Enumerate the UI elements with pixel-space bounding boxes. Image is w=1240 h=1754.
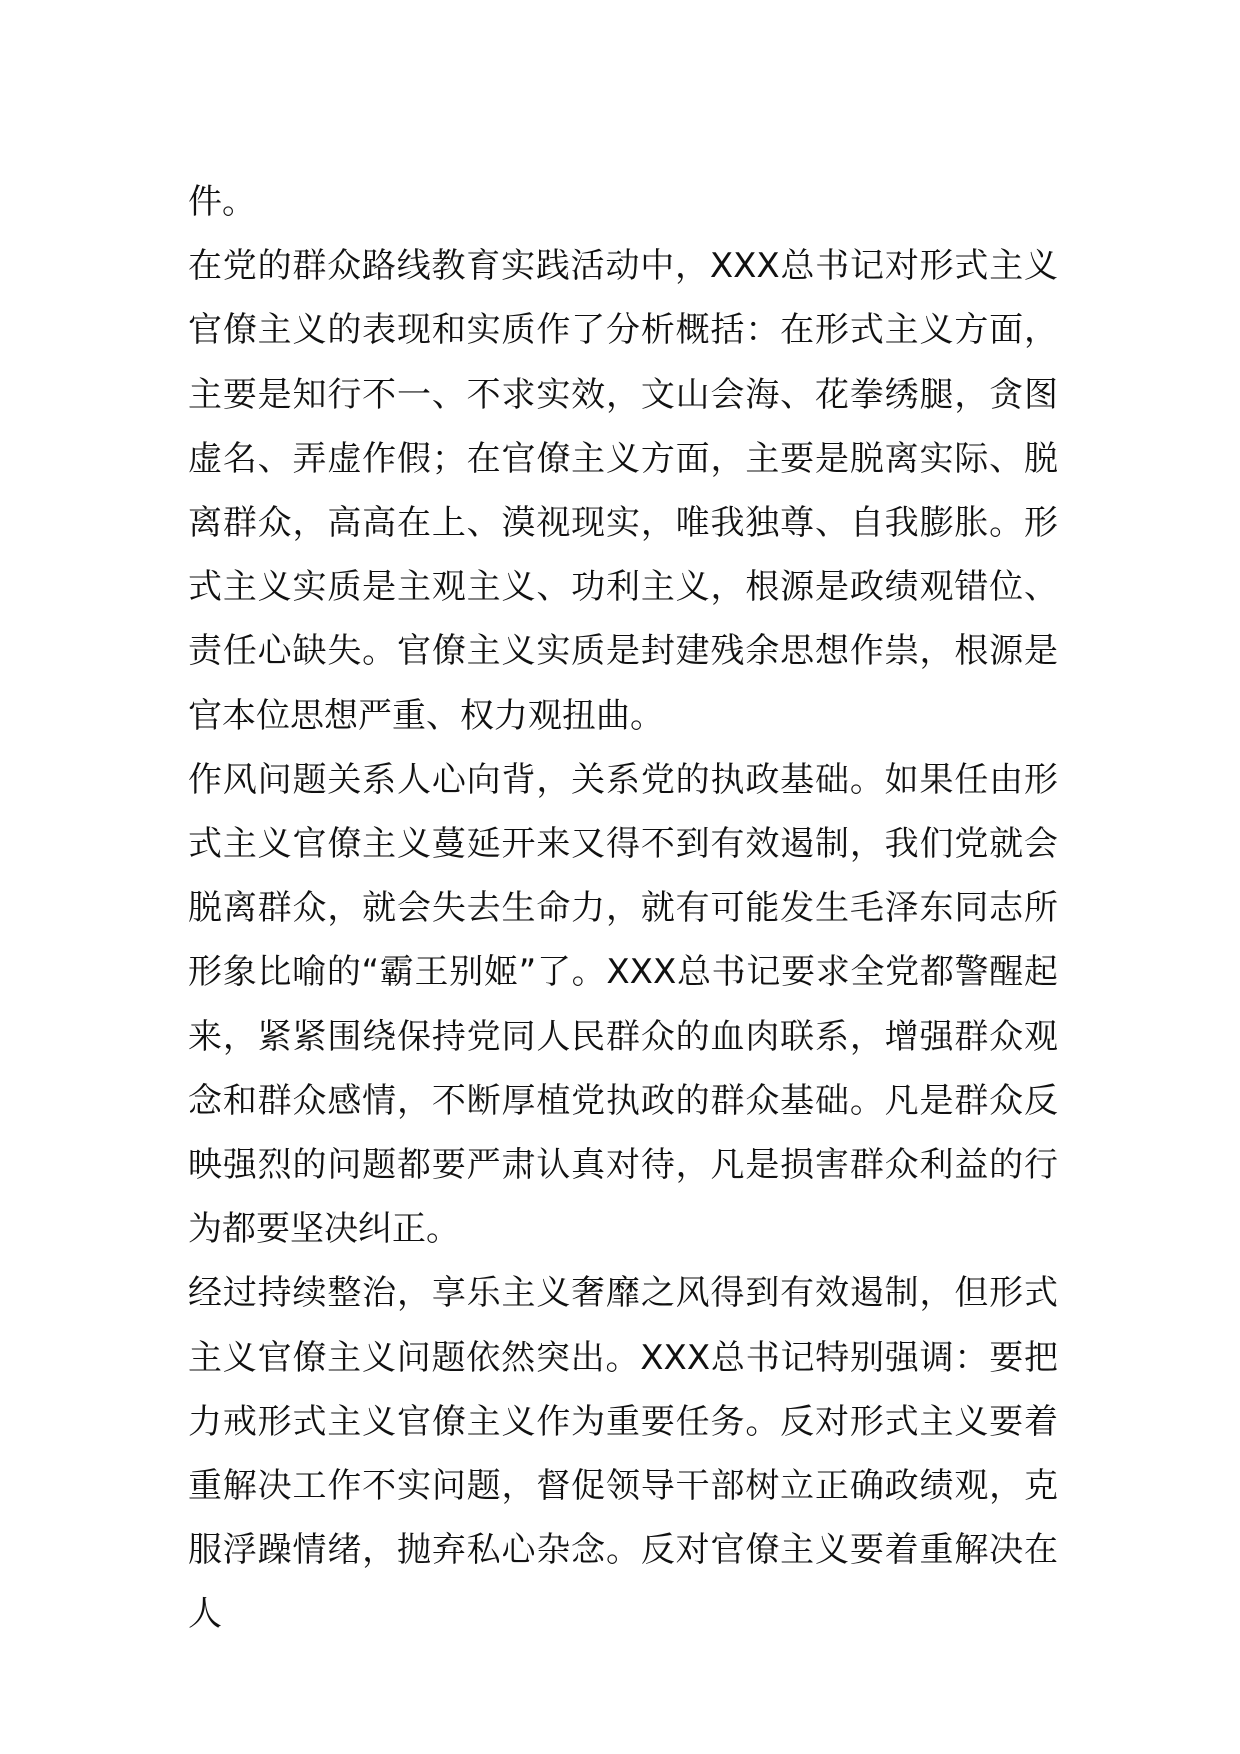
- document-page: [188, 170, 1058, 1647]
- paragraph-work-style: 作风问题关系人心向背，关系党的执政基础。如果任由形式主义官僚主义蔓延开来又得不到有效遏制，我们党就会脱离群众，就会失去生命力，就有可能发生毛泽东同志所形象比喻的“霸王别姬”了。XXX总书记要求全党都警醒起来，紧紧围绕保持党同人民群众的血肉联系，增强群众观念和群众感情，不断厚植党执政的群众基础。凡是群众反映强烈的问题都要严肃认真对待，凡是损害群众利益的行为都要坚决纠正。: [188, 759, 1058, 1250]
- paragraph-rectification: 经过持续整治，享乐主义奢靡之风得到有效遏制，但形式主义官僚主义问题依然突出。XXX总书记特别强调：要把力戒形式主义官僚主义作为重要任务。反对形式主义要着重解决工作不实问题，督促领导干部树立正确政绩观，克服浮躁情绪，抛弃私心杂念。反对官僚主义要着重解决在人: [188, 1273, 1058, 1635]
- paragraph-formalism-analysis: 在党的群众路线教育实践活动中，XXX总书记对形式主义官僚主义的表现和实质作了分析概括：在形式主义方面，主要是知行不一、不求实效，文山会海、花拳绣腿，贪图虚名、弄虚作假；在官僚主义方面，主要是脱离实际、脱离群众，高高在上、漠视现实，唯我独尊、自我膨胀。形式主义实质是主观主义、功利主义，根源是政绩观错位、责任心缺失。官僚主义实质是封建残余思想作祟，根源是官本位思想严重、权力观扭曲。: [188, 246, 1058, 736]
- paragraph-continuation: 件。: [188, 182, 256, 222]
